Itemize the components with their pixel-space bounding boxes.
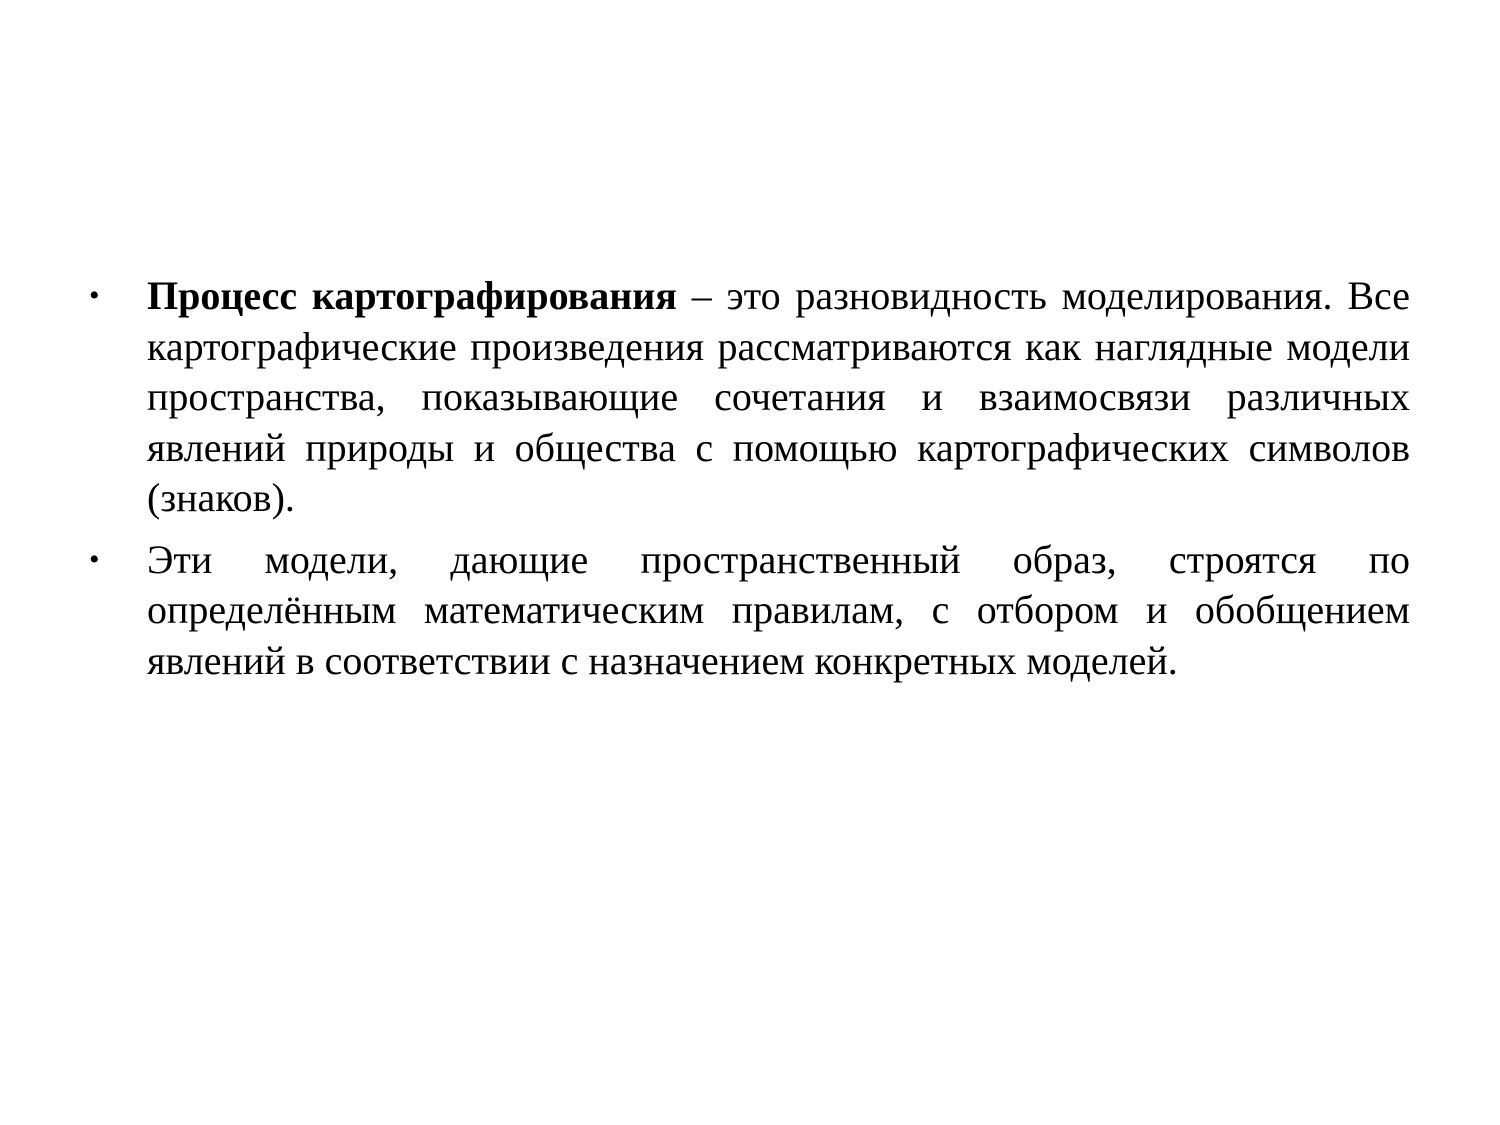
bullet-marker: • (89, 542, 100, 576)
bullet-marker: • (89, 279, 100, 312)
bullet-text: – это разновидность моделирования. Все картографические произведения рассматриваются как наглядные модели пространства, показывающие сочетания и взаимосвязи различных явлений природы и общества с помощью картографических символов (знаков). (147, 273, 1410, 520)
bullet-text: Эти модели, дающие пространственный образ, строятся по определённым математическим правилам, с отбором и обобщением явлений в соответствии с назначением конкретных моделей. (147, 536, 1410, 683)
bullet-term: Процесс картографирования (147, 273, 677, 318)
bullet-item-models (84, 535, 1410, 687)
bullet-item-mapping-process (84, 271, 1410, 524)
slide-body (84, 271, 1410, 697)
